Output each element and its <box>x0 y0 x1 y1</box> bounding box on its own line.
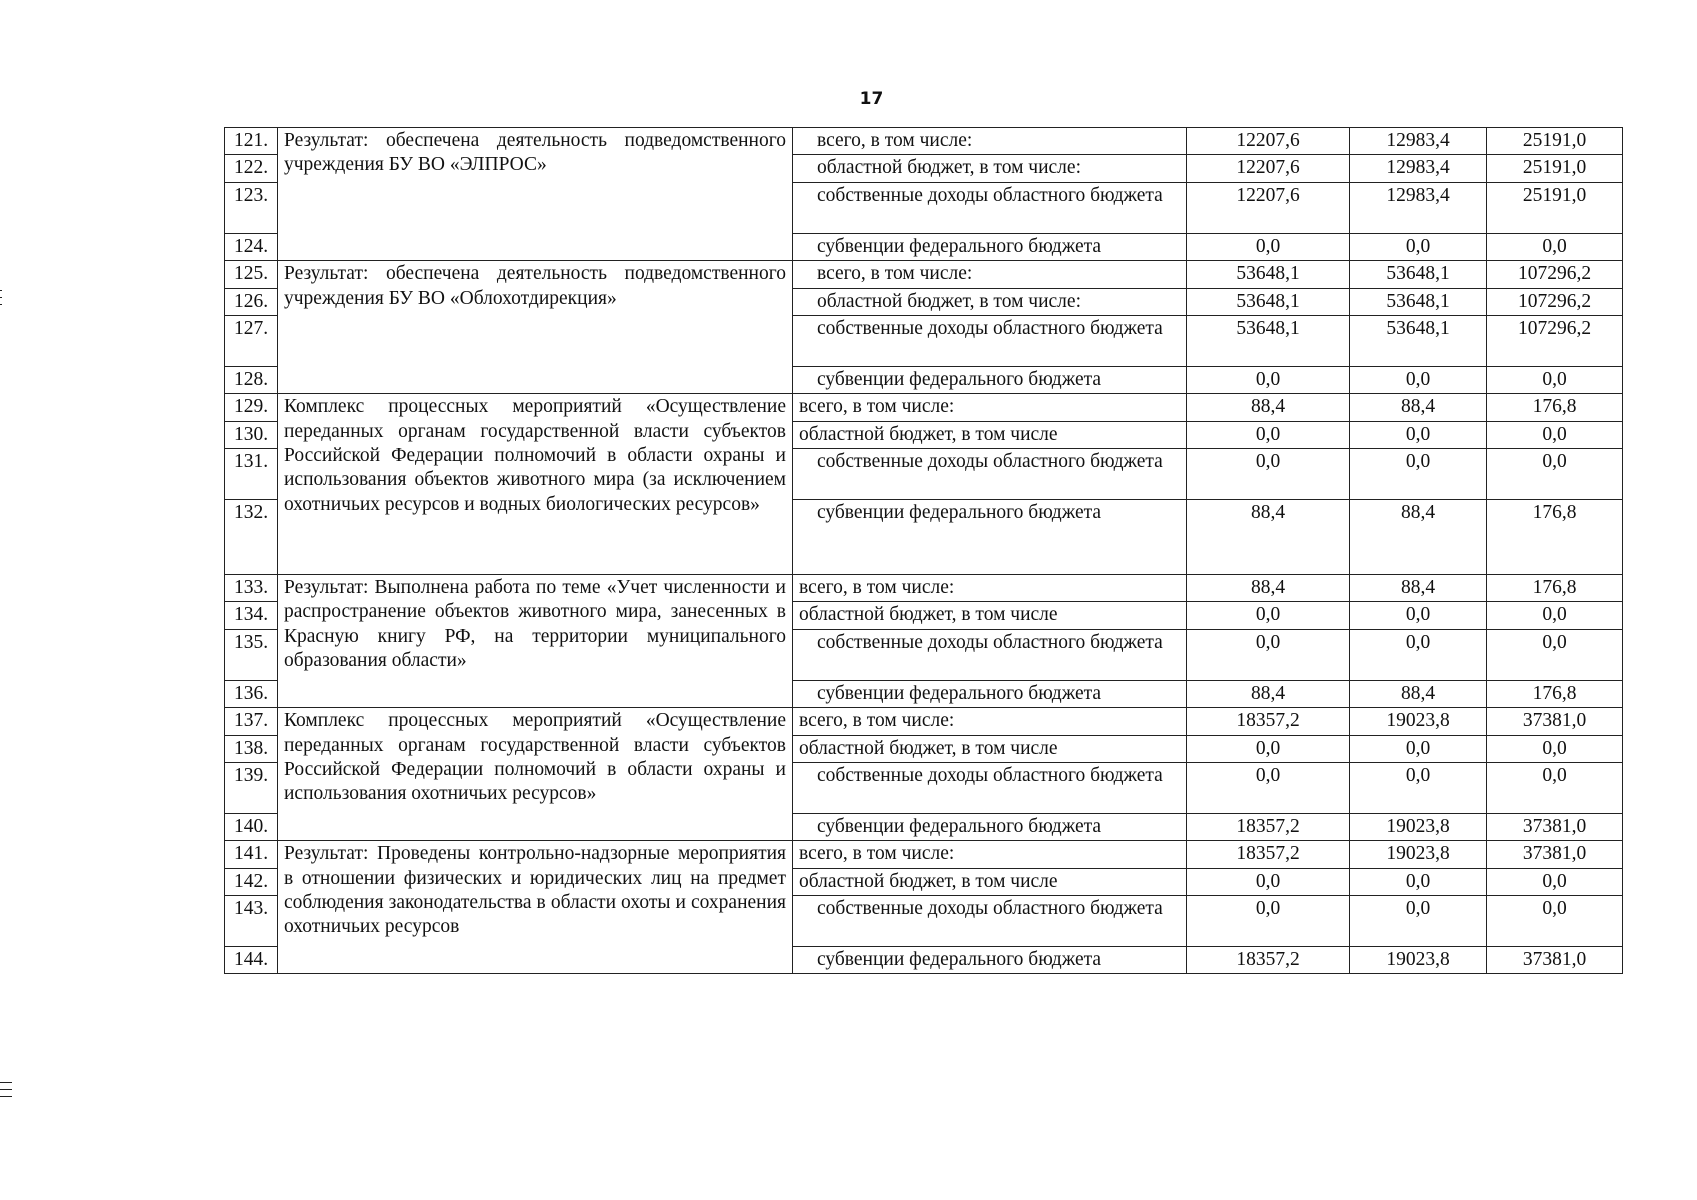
amount-col-1: 0,0 <box>1187 868 1350 895</box>
funding-source: собственные доходы областного бюджета <box>793 629 1187 680</box>
table-row <box>225 261 1623 288</box>
funding-source: собственные доходы областного бюджета <box>793 182 1187 233</box>
row-number: 124. <box>225 233 278 260</box>
amount-col-1: 0,0 <box>1187 762 1350 813</box>
amount-col-2: 53648,1 <box>1350 288 1487 315</box>
amount-col-3: 0,0 <box>1487 735 1623 762</box>
row-number: 139. <box>225 762 278 813</box>
activity-description: Результат: обеспечена деятельность подведомственного учреждения БУ ВО «Облохотдирекция» <box>278 261 793 394</box>
amount-col-3: 37381,0 <box>1487 708 1623 735</box>
row-number: 131. <box>225 449 278 500</box>
amount-col-2: 0,0 <box>1350 366 1487 393</box>
row-number: 127. <box>225 315 278 366</box>
amount-col-1: 53648,1 <box>1187 315 1350 366</box>
row-number: 141. <box>225 841 278 868</box>
funding-source: всего, в том числе: <box>793 708 1187 735</box>
row-number: 137. <box>225 708 278 735</box>
amount-col-3: 107296,2 <box>1487 288 1623 315</box>
funding-source: субвенции федерального бюджета <box>793 947 1187 974</box>
amount-col-1: 0,0 <box>1187 421 1350 448</box>
amount-col-2: 0,0 <box>1350 868 1487 895</box>
amount-col-3: 107296,2 <box>1487 315 1623 366</box>
row-number: 122. <box>225 155 278 182</box>
funding-source: областной бюджет, в том числе <box>793 602 1187 629</box>
amount-col-1: 12207,6 <box>1187 128 1350 155</box>
amount-col-3: 0,0 <box>1487 602 1623 629</box>
amount-col-3: 37381,0 <box>1487 813 1623 840</box>
row-number: 121. <box>225 128 278 155</box>
amount-col-3: 0,0 <box>1487 762 1623 813</box>
funding-source: субвенции федерального бюджета <box>793 680 1187 707</box>
activity-description: Результат: Проведены контрольно-надзорные мероприятия в отношении физических и юридических лиц на предмет соблюдения законодательства в области охоты и сохранения охотничьих ресурсов <box>278 841 793 974</box>
funding-source: областной бюджет, в том числе <box>793 735 1187 762</box>
amount-col-1: 0,0 <box>1187 366 1350 393</box>
amount-col-3: 176,8 <box>1487 575 1623 602</box>
funding-source: областной бюджет, в том числе: <box>793 155 1187 182</box>
funding-source: субвенции федерального бюджета <box>793 233 1187 260</box>
amount-col-2: 19023,8 <box>1350 708 1487 735</box>
activity-description: Результат: Выполнена работа по теме «Учет численности и распространение объектов животного мира, занесенных в Красную книгу РФ, на территории муниципального образования области» <box>278 575 793 708</box>
amount-col-1: 12207,6 <box>1187 182 1350 233</box>
funding-source: областной бюджет, в том числе: <box>793 288 1187 315</box>
funding-source: субвенции федерального бюджета <box>793 366 1187 393</box>
amount-col-1: 88,4 <box>1187 394 1350 421</box>
row-number: 136. <box>225 680 278 707</box>
funding-source: субвенции федерального бюджета <box>793 500 1187 575</box>
activity-description: Результат: обеспечена деятельность подведомственного учреждения БУ ВО «ЭЛПРОС» <box>278 128 793 261</box>
funding-source: областной бюджет, в том числе <box>793 421 1187 448</box>
amount-col-1: 88,4 <box>1187 680 1350 707</box>
amount-col-3: 25191,0 <box>1487 182 1623 233</box>
amount-col-1: 0,0 <box>1187 629 1350 680</box>
row-number: 138. <box>225 735 278 762</box>
funding-source: собственные доходы областного бюджета <box>793 449 1187 500</box>
amount-col-3: 176,8 <box>1487 500 1623 575</box>
table-row <box>225 708 1623 735</box>
row-number: 134. <box>225 602 278 629</box>
row-number: 142. <box>225 868 278 895</box>
amount-col-2: 12983,4 <box>1350 128 1487 155</box>
amount-col-1: 0,0 <box>1187 449 1350 500</box>
row-number: 128. <box>225 366 278 393</box>
amount-col-2: 88,4 <box>1350 394 1487 421</box>
amount-col-2: 0,0 <box>1350 421 1487 448</box>
table-row <box>225 575 1623 602</box>
row-number: 140. <box>225 813 278 840</box>
amount-col-1: 18357,2 <box>1187 841 1350 868</box>
table-row <box>225 128 1623 155</box>
funding-source: областной бюджет, в том числе <box>793 868 1187 895</box>
amount-col-3: 0,0 <box>1487 366 1623 393</box>
amount-col-2: 0,0 <box>1350 762 1487 813</box>
amount-col-1: 12207,6 <box>1187 155 1350 182</box>
amount-col-1: 0,0 <box>1187 233 1350 260</box>
funding-source: всего, в том числе: <box>793 261 1187 288</box>
amount-col-1: 0,0 <box>1187 896 1350 947</box>
amount-col-2: 0,0 <box>1350 233 1487 260</box>
amount-col-1: 53648,1 <box>1187 288 1350 315</box>
row-number: 132. <box>225 500 278 575</box>
amount-col-3: 107296,2 <box>1487 261 1623 288</box>
amount-col-2: 0,0 <box>1350 602 1487 629</box>
amount-col-2: 19023,8 <box>1350 813 1487 840</box>
amount-col-3: 37381,0 <box>1487 947 1623 974</box>
amount-col-2: 0,0 <box>1350 629 1487 680</box>
budget-table <box>224 127 1623 974</box>
amount-col-3: 176,8 <box>1487 394 1623 421</box>
amount-col-2: 88,4 <box>1350 575 1487 602</box>
amount-col-3: 25191,0 <box>1487 155 1623 182</box>
row-number: 126. <box>225 288 278 315</box>
scan-marks <box>0 290 14 311</box>
amount-col-3: 0,0 <box>1487 896 1623 947</box>
row-number: 133. <box>225 575 278 602</box>
amount-col-2: 0,0 <box>1350 896 1487 947</box>
amount-col-3: 0,0 <box>1487 421 1623 448</box>
amount-col-1: 53648,1 <box>1187 261 1350 288</box>
amount-col-1: 18357,2 <box>1187 813 1350 840</box>
funding-source: собственные доходы областного бюджета <box>793 896 1187 947</box>
amount-col-1: 88,4 <box>1187 575 1350 602</box>
funding-source: всего, в том числе: <box>793 575 1187 602</box>
amount-col-3: 25191,0 <box>1487 128 1623 155</box>
table-row <box>225 394 1623 421</box>
amount-col-1: 18357,2 <box>1187 708 1350 735</box>
amount-col-1: 0,0 <box>1187 602 1350 629</box>
amount-col-3: 37381,0 <box>1487 841 1623 868</box>
funding-source: собственные доходы областного бюджета <box>793 315 1187 366</box>
row-number: 129. <box>225 394 278 421</box>
amount-col-1: 18357,2 <box>1187 947 1350 974</box>
row-number: 130. <box>225 421 278 448</box>
amount-col-2: 12983,4 <box>1350 182 1487 233</box>
amount-col-3: 0,0 <box>1487 868 1623 895</box>
amount-col-1: 0,0 <box>1187 735 1350 762</box>
funding-source: всего, в том числе: <box>793 394 1187 421</box>
amount-col-3: 176,8 <box>1487 680 1623 707</box>
table-row <box>225 841 1623 868</box>
amount-col-2: 19023,8 <box>1350 947 1487 974</box>
amount-col-3: 0,0 <box>1487 449 1623 500</box>
row-number: 143. <box>225 896 278 947</box>
amount-col-3: 0,0 <box>1487 233 1623 260</box>
amount-col-2: 19023,8 <box>1350 841 1487 868</box>
row-number: 125. <box>225 261 278 288</box>
activity-description: Комплекс процессных мероприятий «Осуществление переданных органам государственной власти субъектов Российской Федерации полномочий в области охраны и использования охотничьих ресурсов» <box>278 708 793 841</box>
amount-col-2: 0,0 <box>1350 449 1487 500</box>
page-number: 17 <box>859 89 884 109</box>
amount-col-2: 0,0 <box>1350 735 1487 762</box>
funding-source: субвенции федерального бюджета <box>793 813 1187 840</box>
funding-source: всего, в том числе: <box>793 128 1187 155</box>
row-number: 123. <box>225 182 278 233</box>
row-number: 135. <box>225 629 278 680</box>
row-number: 144. <box>225 947 278 974</box>
funding-source: всего, в том числе: <box>793 841 1187 868</box>
scan-marks-bottom <box>0 1082 14 1103</box>
amount-col-3: 0,0 <box>1487 629 1623 680</box>
amount-col-2: 88,4 <box>1350 500 1487 575</box>
amount-col-1: 88,4 <box>1187 500 1350 575</box>
amount-col-2: 53648,1 <box>1350 261 1487 288</box>
amount-col-2: 12983,4 <box>1350 155 1487 182</box>
amount-col-2: 88,4 <box>1350 680 1487 707</box>
activity-description: Комплекс процессных мероприятий «Осуществление переданных органам государственной власти субъектов Российской Федерации полномочий в области охраны и использования объектов животного мира (за исключением охотничьих ресурсов и водных биологических ресурсов» <box>278 394 793 575</box>
funding-source: собственные доходы областного бюджета <box>793 762 1187 813</box>
amount-col-2: 53648,1 <box>1350 315 1487 366</box>
